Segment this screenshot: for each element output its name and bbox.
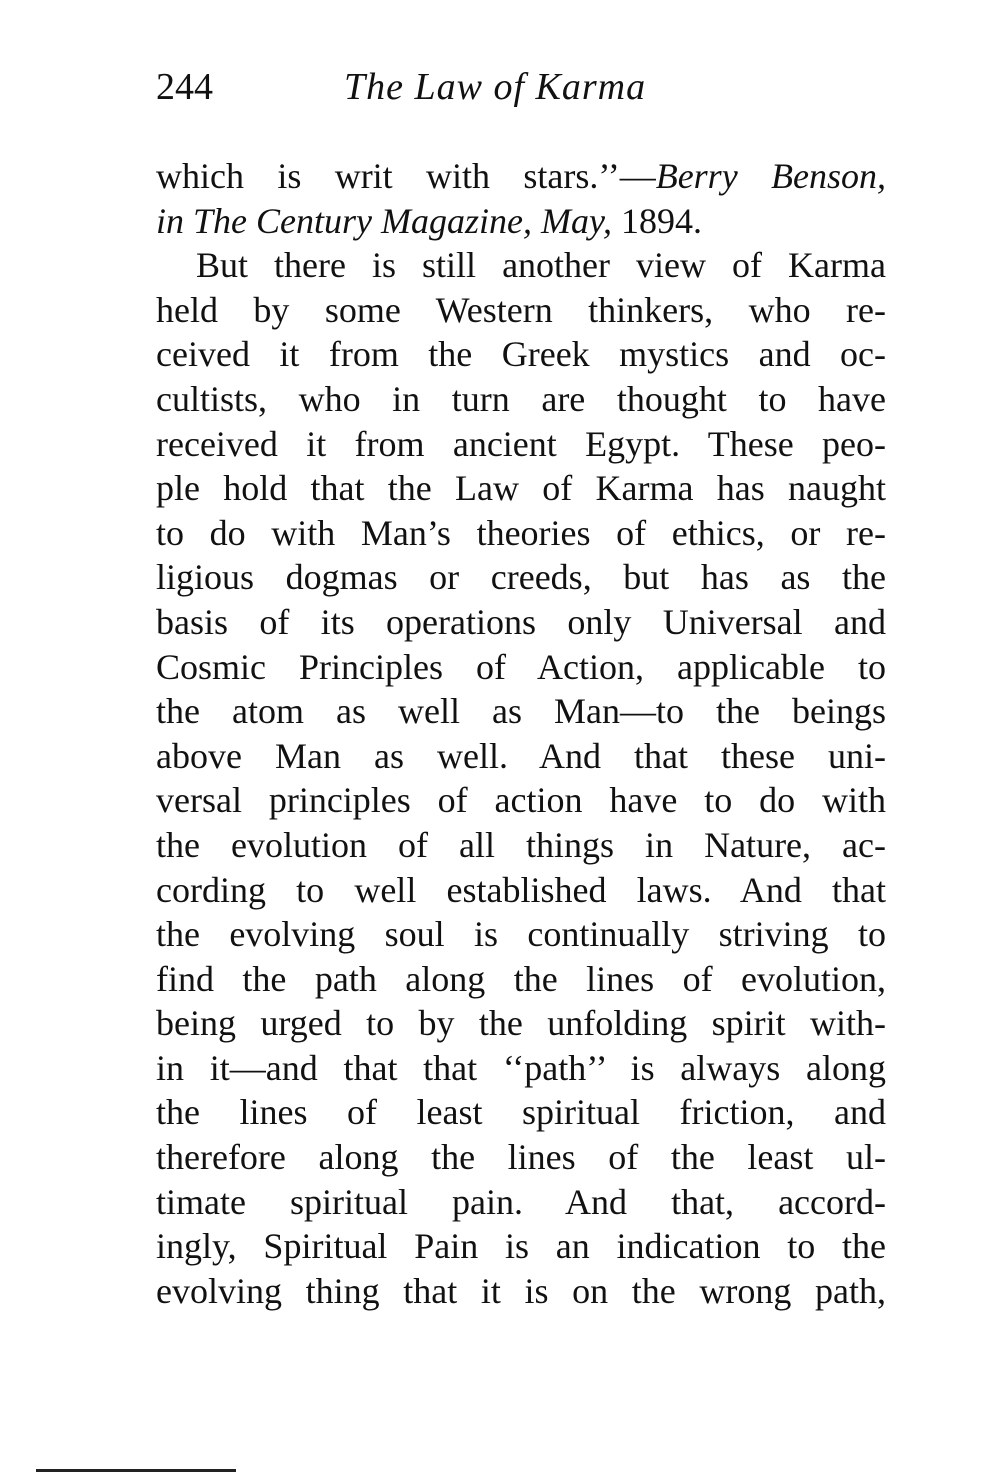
text-line: cultists, who in turn are thought to have xyxy=(156,378,886,419)
text-line: the evolving soul is continually striving to xyxy=(156,914,886,955)
text-line: ceived it from the Greek mystics and oc- xyxy=(156,334,886,375)
citation-author: Berry Benson, xyxy=(655,156,886,196)
text-line: being urged to by the unfolding spirit with- xyxy=(156,1003,886,1044)
text-line: held by some Western thinkers, who re- xyxy=(156,289,886,330)
page-number: 244 xyxy=(156,66,213,108)
text-line: evolving thing that it is on the wrong path, xyxy=(156,1270,886,1311)
running-header xyxy=(156,62,886,112)
text-line: above Man as well. And that these uni- xyxy=(156,735,886,776)
citation-year: 1894. xyxy=(611,200,702,241)
citation-line-2 xyxy=(156,199,886,244)
text-line: timate spiritual pain. And that, accord- xyxy=(156,1181,886,1222)
citation-source: in The Century Magazine, May, xyxy=(156,200,612,241)
text-line: the lines of least spiritual friction, and xyxy=(156,1092,886,1133)
text-line: therefore along the lines of the least ul- xyxy=(156,1137,886,1178)
text-line: ingly, Spiritual Pain is an indication to the xyxy=(156,1226,886,1267)
text-line: basis of its operations only Universal and xyxy=(156,601,886,642)
body-text xyxy=(156,154,886,1313)
text-line: the atom as well as Man—to the beings xyxy=(156,691,886,732)
text-line: ligious dogmas or creeds, but has as the xyxy=(156,557,886,598)
text-line: versal principles of action have to do with xyxy=(156,780,886,821)
text-line: received it from ancient Egypt. These peo- xyxy=(156,423,886,464)
text-line: But there is still another view of Karma xyxy=(196,245,886,286)
running-title: The Law of Karma xyxy=(344,66,647,108)
citation-quote-end: which is writ with stars.’’— xyxy=(156,156,656,196)
text-line: in it—and that that ‘‘path’’ is always along xyxy=(156,1047,886,1088)
text-line: the evolution of all things in Nature, ac- xyxy=(156,824,886,865)
text-line: cording to well established laws. And that xyxy=(156,869,886,910)
text-line: ple hold that the Law of Karma has naught xyxy=(156,468,886,509)
footer-rule xyxy=(36,1469,236,1472)
citation-line-1 xyxy=(156,154,886,199)
text-line: Cosmic Principles of Action, applicable to xyxy=(156,646,886,687)
text-line: find the path along the lines of evolution, xyxy=(156,958,886,999)
text-line: to do with Man’s theories of ethics, or re- xyxy=(156,512,886,553)
